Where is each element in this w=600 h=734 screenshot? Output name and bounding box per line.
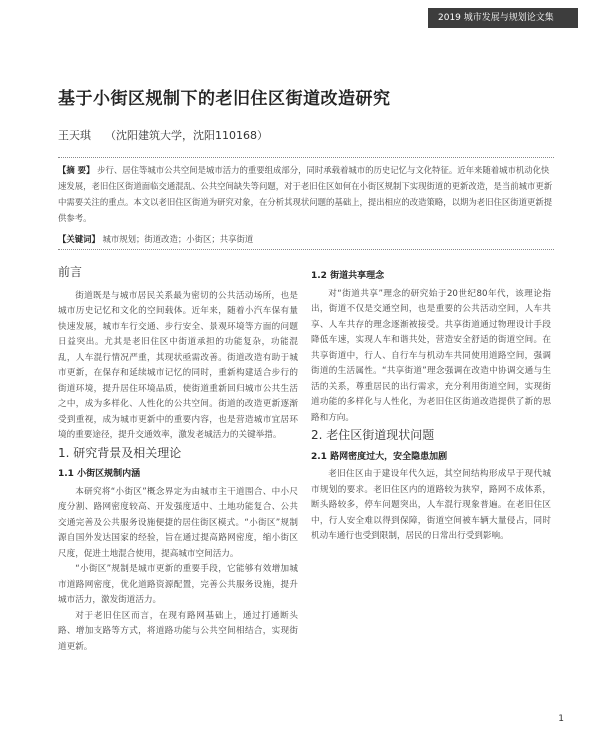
right-column xyxy=(311,265,551,545)
section2-heading: 2. 老住区街道现状问题 xyxy=(311,428,435,442)
preface-heading: 前言 xyxy=(58,265,83,279)
section1-2-heading: 1.2 街道共享理念 xyxy=(311,271,385,281)
abstract-block xyxy=(58,157,554,226)
author-line xyxy=(58,127,268,143)
keywords-label: 【关键词】 xyxy=(58,234,100,244)
preface-paragraph: 街道既是与城市居民关系最为密切的公共活动场所，也是城市历史记忆和文化的空间载体。近年来，随着小汽车保有量快速发展，城市车行交通、步行安全、景观环境等方面的问题日益突出。尤其是老旧住区中街道承担的功能复杂，功能混乱，人车混行情况严重，其现状亟需改善。街道改造有助于城市更新，在保存和延续城市记忆的同时，重新构建适合步行的街道环境，提升居住环境品质，使街道重新回归城市公共生活之中，成为多样化、人性化的公共空间。街道的改造更新逐渐受到重视，成为城市更新中的重要内容，也是营造城市宜居环境的重要途径，提升交通效率，激发老城活力的关键举措。 xyxy=(58,290,298,440)
series-title: 2019 城市发展与规划论文集 xyxy=(438,13,554,23)
abstract-text: 步行、居住等城市公共空间是城市活力的重要组成部分，同时承载着城市的历史记忆与文化特征。近年来随着城市机动化快速发展，老旧住区街道面临交通混乱、公共空间缺失等问题，对于老旧住区如何在小街区规制下实现街道的更新改造，是当前城市更新中需要关注的重点。本文以老旧住区街道为研究对象，在分析其现状问题的基础上，提出相应的改造策略，以期为老旧住区街道更新提供参考。 xyxy=(58,165,553,223)
page-number: 1 xyxy=(558,714,564,724)
section1-1-paragraph-2: “小街区”规制是城市更新的重要手段，它能够有效增加城市道路网密度，优化道路资源配置，完善公共服务设施，提升城市活力，激发街道活力。 xyxy=(58,564,298,605)
section2-1-heading: 2.1 路网密度过大，安全隐患加剧 xyxy=(311,451,448,462)
series-header-band xyxy=(428,8,578,28)
section1-1-paragraph-1: 本研究将“小街区”概念界定为由城市主干道围合、中小尺度分割、路网密度较高、开发强度适中、土地功能复合、公共交通完善及公共服务设施便捷的居住街区模式。“小街区”规制源自国外发达国家的经验，旨在通过提高路网密度，缩小街区尺度，促进土地混合使用，提高城市空间活力。 xyxy=(58,486,298,559)
abstract-label: 【摘 要】 xyxy=(58,165,95,175)
section2-1-paragraph: 老旧住区由于建设年代久远，其空间结构形成早于现代城市规划的要求。老旧住区内的道路较为狭窄，路网不成体系，断头路较多，停车问题突出，人车混行现象普遍。在老旧住区中，行人安全难以得到保障，街道空间被车辆大量侵占，同时机动车通行也受到限制，居民的日常出行受到影响。 xyxy=(311,469,551,541)
author-affiliation: （沈阳建筑大学，沈阳110168） xyxy=(105,129,268,142)
section1-heading: 1. 研究背景及相关理论 xyxy=(58,445,182,460)
section1-1-heading: 1.1 小街区规制内涵 xyxy=(58,469,141,479)
keywords-block xyxy=(58,233,554,250)
keywords-text: 城市规划；街道改造；小街区；共享街道 xyxy=(102,234,254,244)
section1-1-paragraph-3: 对于老旧住区而言，在现有路网基础上，通过打通断头路、增加支路等方式，将道路功能与公共空间相结合，实现街道更新。 xyxy=(58,610,298,652)
author-name: 王天琪 xyxy=(58,129,91,142)
section1-2-paragraph: 对“街道共享”理念的研究始于20世纪80年代，该理论指出，街道不仅是交通空间，也是重要的公共活动空间，人车共享、人车共存的理念逐渐被接受。共享街道通过物理设计手段降低车速，实现人车和谐共处，营造安全舒适的街道空间。在共享街道中，行人、自行车与机动车共同使用道路空间，强调街道的生活属性。“共享街道”理念强调在改造中协调交通与生活的关系，尊重居民的出行需求，充分利用街道空间，实现街道功能的多样化与人性化，为老旧住区街道改造提供了新的思路和方向。 xyxy=(311,288,551,423)
left-column xyxy=(58,265,298,655)
paper-title: 基于小街区规制下的老旧住区街道改造研究 xyxy=(58,89,391,109)
